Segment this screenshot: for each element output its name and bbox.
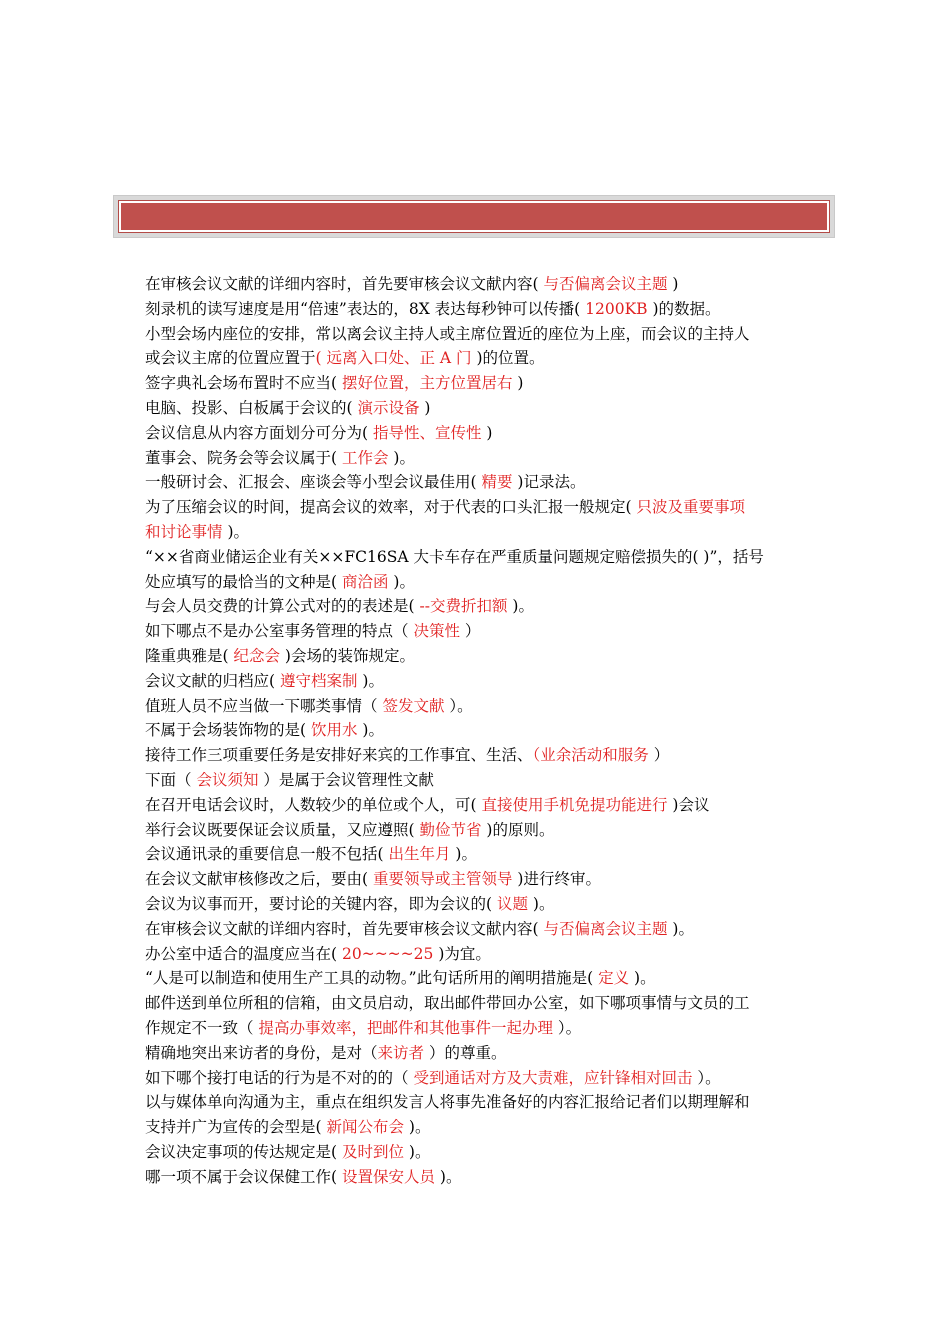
text-line [145, 470, 810, 495]
question-text: 或会议主席的位置应置于 [145, 349, 316, 368]
question-text: 值班人员不应当做一下哪类事情（ [145, 696, 383, 715]
text-line [145, 818, 810, 843]
question-text: )的原则。 [481, 820, 555, 839]
question-text: ) [667, 275, 679, 293]
answer-text: 摆好位置，主方位置居右 [341, 374, 513, 393]
text-line [145, 297, 810, 322]
header-banner [119, 201, 829, 232]
question-text: )。 [388, 572, 415, 591]
text-line [145, 842, 810, 867]
answer-text: 会议须知 [196, 770, 259, 789]
text-line [145, 570, 810, 595]
question-text: 举行会议既要保证会议质量，又应遵照( [145, 820, 420, 839]
answer-text: 和讨论事情 [145, 522, 223, 541]
answer-text: 饮用水 [310, 721, 358, 740]
question-text: 小型会场内座位的安排，常以离会议主持人或主席位置近的座位为上座，而会议的主持人 [145, 324, 750, 343]
question-text: 支持并广为宣传的会型是( [145, 1118, 327, 1137]
question-text: 作规定不一致（ [145, 1018, 259, 1037]
question-text: 为了压缩会议的时间，提高会议的效率，对于代表的口头汇报一般规定( [145, 498, 637, 517]
question-text: 会议为议事而开，要讨论的关键内容，即为会议的( [145, 894, 497, 913]
answer-text: 议题 [496, 894, 528, 913]
question-text: 在审核会议文献的详细内容时，首先要审核会议文献内容( [145, 919, 544, 938]
answer-text: 精要 [481, 473, 513, 492]
answer-text: 签发文献 [382, 696, 445, 715]
answer-text: 遵守档案制 [279, 671, 358, 690]
answer-text: 来访者 [377, 1043, 425, 1062]
question-text: 与会人员交费的计算公式对的的表述是( [145, 597, 420, 616]
question-text: “人是可以制造和使用生产工具的动物。”此句话所用的阐明措施是( [145, 969, 599, 988]
text-line [145, 371, 810, 396]
answer-text: 受到通话对方及大责难，应针锋相对回击 [413, 1068, 693, 1087]
question-text: 接待工作三项重要任务是安排好来宾的工作事宜、生活、 [145, 746, 533, 765]
question-text: )。 [450, 845, 477, 864]
text-line [145, 421, 810, 446]
answer-text: 20~~~~25 [341, 944, 434, 963]
question-text: 处应填写的最恰当的文种是( [145, 572, 342, 591]
text-line [145, 619, 810, 644]
text-line [145, 991, 810, 1016]
question-text: 在会议文献审核修改之后，要由( [145, 870, 373, 889]
answer-text: 指导性、宣传性 [372, 423, 482, 442]
question-text: )。 [507, 597, 534, 616]
question-text: 如下哪点不是办公室事务管理的特点（ [145, 622, 414, 641]
answer-text: 与否偏离会议主题 [543, 919, 668, 938]
question-text: )。 [435, 1167, 462, 1186]
text-line [145, 446, 810, 471]
question-text: 在审核会议文献的详细内容时，首先要审核会议文献内容( [145, 275, 544, 293]
text-line [145, 718, 810, 743]
text-line [145, 495, 810, 520]
question-text: ) [419, 398, 431, 417]
question-text: 办公室中适合的温度应当在( [145, 944, 342, 963]
question-text: 会议文献的归档应( [145, 671, 280, 690]
answer-text: 工作会 [341, 448, 389, 467]
text-line [145, 545, 810, 570]
answer-text: 新闻公布会 [326, 1118, 404, 1137]
text-line [145, 520, 810, 545]
text-line [145, 1140, 810, 1165]
question-text: )。 [404, 1118, 431, 1137]
question-text: 电脑、投影、白板属于会议的( [145, 398, 358, 417]
answer-text: 决策性 [413, 622, 460, 641]
question-text: )的数据。 [647, 299, 721, 318]
text-line [145, 966, 810, 991]
answer-text: 与否偏离会议主题 [543, 275, 668, 293]
question-text: ）是属于会议管理性文献 [258, 770, 434, 789]
text-line [145, 396, 810, 421]
question-text: )为宜。 [433, 944, 491, 963]
question-text: )。 [222, 522, 249, 541]
answer-text: 定义 [598, 969, 630, 988]
question-text: ） [648, 746, 670, 765]
answer-text: 商洽函 [341, 572, 389, 591]
question-text: “××省商业储运企业有关××FC16SA 大卡车存在严重质量问题规定赔偿损失的( )”，括号 [145, 547, 764, 566]
question-text: )记录法。 [512, 473, 586, 492]
text-line [145, 1041, 810, 1066]
question-text: )。 [357, 671, 384, 690]
question-text: ） [459, 622, 481, 641]
question-text: 董事会、院务会等会议属于( [145, 448, 342, 467]
text-line [145, 867, 810, 892]
answer-text: ( 远离入口处、正 A 门 [315, 349, 472, 368]
question-text: 邮件送到单位所租的信箱，由文员启动，取出邮件带回办公室，如下哪项事情与文员的工 [145, 994, 750, 1013]
question-text: 会议决定事项的传达规定是( [145, 1142, 342, 1161]
question-text: ）。 [692, 1068, 721, 1087]
text-line [145, 669, 810, 694]
answer-text: 纪念会 [233, 646, 280, 665]
text-line [145, 1165, 810, 1190]
text-line [145, 322, 810, 347]
question-text: 不属于会场装饰物的是( [145, 721, 311, 740]
question-text: )会场的装饰规定。 [280, 646, 415, 665]
question-text: ）。 [552, 1018, 582, 1037]
question-text: ）的尊重。 [424, 1043, 507, 1062]
text-line [145, 594, 810, 619]
text-line [145, 644, 810, 669]
text-line [145, 1090, 810, 1115]
text-line [145, 694, 810, 719]
question-text: 哪一项不属于会议保健工作( [145, 1167, 342, 1186]
question-text: )。 [388, 448, 415, 467]
question-text: )。 [357, 721, 384, 740]
answer-text: 重要领导或主管领导 [372, 870, 513, 889]
answer-text: （业余活动和服务 [532, 746, 649, 765]
text-line [145, 942, 810, 967]
answer-text: 只波及重要事项 [636, 498, 745, 517]
text-line [145, 1115, 810, 1140]
question-text: 下面（ [145, 770, 197, 789]
text-line [145, 272, 810, 297]
text-line [145, 892, 810, 917]
text-line [145, 743, 810, 768]
question-text: 在召开电话会议时，人数较少的单位或个人，可( [145, 795, 482, 814]
question-text: 隆重典雅是( [145, 646, 234, 665]
answer-text: 勤俭节省 [419, 820, 482, 839]
question-text: )。 [404, 1142, 431, 1161]
text-line [145, 768, 810, 793]
question-list [145, 272, 810, 1189]
question-text: )进行终审。 [512, 870, 601, 889]
answer-text: 及时到位 [341, 1142, 404, 1161]
answer-text: 演示设备 [357, 398, 420, 417]
question-text: )。 [528, 894, 555, 913]
text-line [145, 917, 810, 942]
question-text: 如下哪个接打电话的行为是不对的的（ [145, 1068, 414, 1087]
text-line [145, 346, 810, 371]
question-text: )会议 [667, 795, 710, 814]
answer-text: 出生年月 [388, 845, 451, 864]
answer-text: 提高办事效率，把邮件和其他事件一起办理 [258, 1018, 553, 1037]
answer-text: 设置保安人员 [341, 1167, 435, 1186]
question-text: )的位置。 [471, 349, 545, 368]
question-text: 会议通讯录的重要信息一般不包括( [145, 845, 389, 864]
text-line [145, 1016, 810, 1041]
question-text: 精确地突出来访者的身份，是对（ [145, 1043, 378, 1062]
question-text: 签字典礼会场布置时不应当( [145, 374, 342, 393]
question-text: 一般研讨会、汇报会、座谈会等小型会议最佳用( [145, 473, 482, 492]
question-text: 会议信息从内容方面划分可分为( [145, 423, 373, 442]
text-line [145, 793, 810, 818]
question-text: )。 [667, 919, 694, 938]
question-text: ）。 [444, 696, 473, 715]
answer-text: --交费折扣额 [419, 597, 508, 616]
answer-text: 直接使用手机免提功能进行 [481, 795, 668, 814]
answer-text: 1200KB [585, 299, 648, 318]
text-line [145, 1066, 810, 1091]
question-text: 刻录机的读写速度是用“倍速”表达的，8X 表达每秒钟可以传播( [145, 299, 586, 318]
question-text: )。 [629, 969, 656, 988]
question-text: 以与媒体单向沟通为主，重点在组织发言人将事先准备好的内容汇报给记者们以期理解和 [145, 1093, 750, 1112]
question-text: ) [512, 374, 524, 393]
question-text: ) [481, 423, 493, 442]
